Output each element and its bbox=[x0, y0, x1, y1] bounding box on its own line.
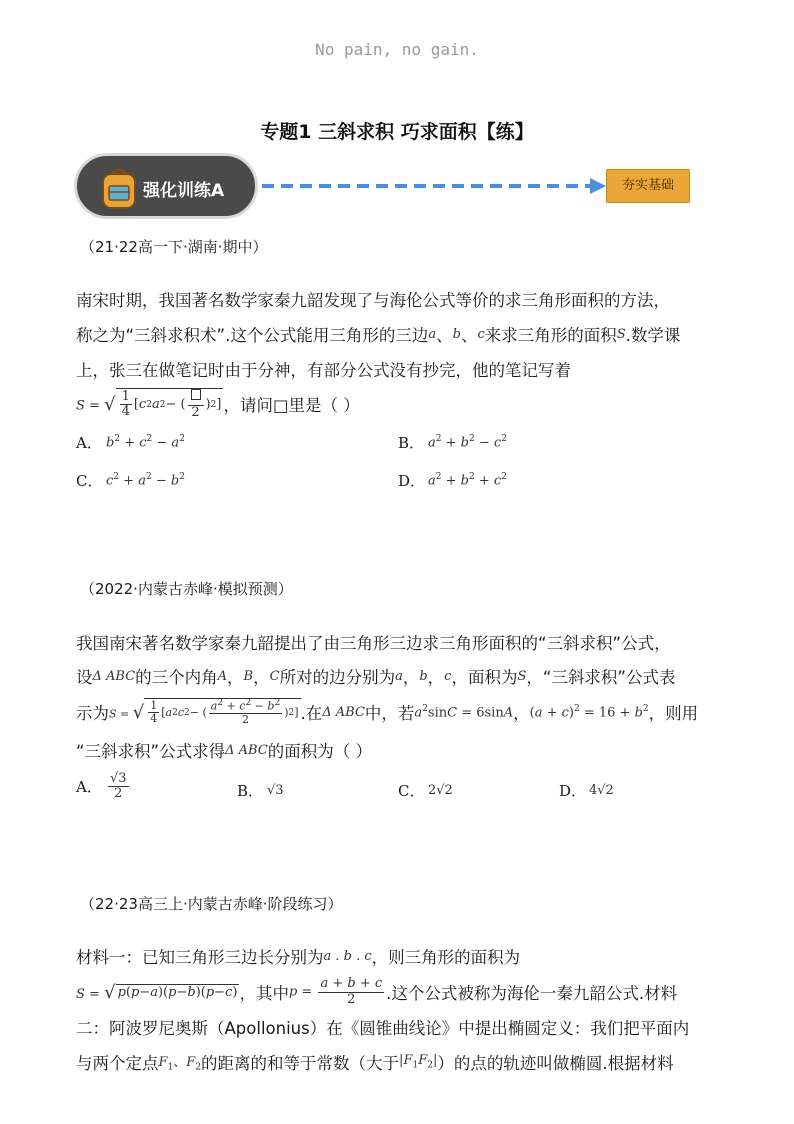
q2-text-4a: “三斜求积”公式求得 bbox=[76, 742, 226, 761]
q1-text-2c: 、 bbox=[460, 326, 478, 345]
q2-source: （2022·内蒙古赤峰·模拟预测） bbox=[80, 580, 293, 598]
q1-var-b: b bbox=[452, 326, 461, 342]
q3-focal-distance: $|F_1F_2|$ bbox=[399, 1053, 438, 1071]
q1-line-3 bbox=[76, 357, 571, 381]
q2-text-2i: ，“三斜求积”公式表 bbox=[526, 668, 676, 687]
q2-option-b-label: B． bbox=[237, 782, 264, 800]
q2-line-1 bbox=[76, 630, 671, 654]
q3-foci: $F_1$、$F_2$ bbox=[158, 1055, 202, 1073]
q1-source: （21·22高一下·湖南·期中） bbox=[80, 238, 268, 256]
q2-option-d-label: D． bbox=[559, 782, 587, 800]
q3-vars: a . b . c bbox=[323, 948, 372, 964]
q3-text-4b: 的距离的和等于常数（大于 bbox=[201, 1054, 400, 1073]
q1-option-c[interactable]: C． $c^2 + a^2 - b^2$ bbox=[76, 472, 185, 490]
q1-text-3: 上，张三在做笔记时由于分神，有部分公式没有抄完，他的笔记写着 bbox=[76, 361, 571, 380]
q1-line-1 bbox=[76, 287, 670, 311]
q1-option-a-label: A． bbox=[76, 434, 102, 452]
q2-line-2 bbox=[76, 664, 675, 688]
q1-option-b-label: B． bbox=[398, 434, 425, 452]
q1-var-s: S bbox=[616, 326, 626, 342]
q3-text-3: 二：阿波罗尼奥斯（Apollonius）在《圆锥曲线论》中提出椭圆定义：我们把平面内 bbox=[76, 1019, 690, 1038]
q3-text-4a: 与两个定点 bbox=[76, 1054, 159, 1073]
q2-text-2h: ，面积为 bbox=[451, 668, 518, 687]
q3-text-4c: ）的点的轨迹叫做椭圆.根据材料 bbox=[437, 1054, 674, 1073]
q2-var-s: S bbox=[517, 668, 527, 684]
q1-line-2 bbox=[76, 322, 680, 346]
q2-text-2f: ， bbox=[402, 668, 420, 687]
q2-option-a-label: A． bbox=[76, 778, 102, 797]
q1-option-a[interactable]: A． $b^2 + c^2 - a^2$ bbox=[76, 434, 185, 452]
q2-text-3d: ， bbox=[513, 704, 530, 723]
section-pill bbox=[74, 153, 258, 219]
q1-option-c-label: C． bbox=[76, 472, 103, 490]
q1-var-c: c bbox=[477, 326, 485, 342]
q3-line-4 bbox=[76, 1050, 674, 1074]
q2-var-a-angle: A bbox=[217, 668, 228, 684]
q2-text-3c: 中，若 bbox=[364, 704, 415, 723]
q2-var-a: a bbox=[395, 668, 403, 684]
page-title: 专题1 三斜求积 巧求面积【练】 bbox=[260, 121, 534, 143]
header-motto: No pain, no gain. bbox=[315, 40, 479, 59]
q2-var-b: b bbox=[419, 668, 428, 684]
q3-text-1b: ，则三角形的面积为 bbox=[371, 948, 521, 967]
section-banner bbox=[74, 153, 694, 219]
q2-option-d[interactable]: D． 4√2 bbox=[559, 782, 614, 800]
q2-text-2b: 的三个内角 bbox=[135, 668, 218, 687]
q1-text-2d: 来求三角形的面积 bbox=[484, 326, 617, 345]
q1-text-2b: 、 bbox=[436, 326, 453, 345]
q2-condition-2: $(a + c)^2 = 16 + b^2$ bbox=[529, 703, 649, 721]
q2-text-3e: ，则用 bbox=[648, 704, 699, 723]
q2-triangle-2: Δ ABC bbox=[322, 704, 365, 720]
q1-text-2a: 称之为“三斜求积术”.这个公式能用三角形的三边 bbox=[76, 326, 429, 345]
q2-text-1: 我国南宋著名数学家秦九韶提出了由三角形三边求三角形面积的“三斜求积”公式， bbox=[76, 634, 671, 653]
q2-text-2a: 设 bbox=[76, 668, 93, 687]
q2-text-3b: .在 bbox=[300, 704, 323, 723]
q2-text-2c: ， bbox=[227, 668, 244, 687]
q2-line-3 bbox=[76, 700, 698, 724]
q1-text-1: 南宋时期，我国著名数学家秦九韶发现了与海伦公式等价的求三角形面积的方法， bbox=[76, 291, 670, 310]
q3-line-2 bbox=[76, 976, 678, 1007]
q3-line-3 bbox=[76, 1015, 689, 1039]
q2-text-3a: 示为 bbox=[76, 704, 109, 723]
q3-text-2a: ，其中 bbox=[239, 984, 289, 1003]
q2-text-2d: ， bbox=[253, 668, 270, 687]
backpack-icon bbox=[99, 166, 139, 210]
q3-text-2b: .这个公式被称为海伦一秦九韶公式.材料 bbox=[386, 984, 678, 1003]
q2-triangle-3: Δ ABC bbox=[225, 742, 268, 758]
q2-text-4b: 的面积为（ ） bbox=[267, 742, 373, 761]
q1-option-b[interactable]: B． $a^2 + b^2 - c^2$ bbox=[398, 434, 507, 452]
dashed-arrow-icon bbox=[258, 176, 608, 196]
q3-source: （22·23高三上·内蒙古赤峰·阶段练习） bbox=[80, 895, 343, 913]
q1-text-4: ，请问□里是（ ） bbox=[223, 396, 360, 415]
q2-line-4 bbox=[76, 738, 372, 762]
q2-formula: S = √ $\frac{1}{4}$ [ a 2 c 2 − ( $\frac{a^2 + c^2 - b^2}{2}$ ) 2 ] bbox=[109, 698, 299, 726]
q1-text-2e: .数学课 bbox=[625, 326, 681, 345]
q2-option-c[interactable]: C． 2√2 bbox=[398, 782, 453, 800]
q3-p-formula: p = $\frac{a + b + c}{2}$ bbox=[288, 976, 383, 1007]
q2-var-c: c bbox=[444, 668, 452, 684]
q1-line-4 bbox=[76, 388, 360, 420]
q2-text-2e: 所对的边分别为 bbox=[279, 668, 396, 687]
q3-heron-formula: S = √ p ( p − a )( p − b )( p − c ) bbox=[76, 981, 238, 1003]
q1-option-d[interactable]: D． $a^2 + b^2 + c^2$ bbox=[398, 472, 507, 490]
q1-formula: S = √ $\frac{1}{4}$ [ c 2 a 2 − ( 2 ) 2 ] bbox=[76, 388, 222, 420]
q2-option-b[interactable]: B． √3 bbox=[237, 782, 284, 800]
section-label: 强化训练A bbox=[143, 181, 225, 201]
q3-text-1a: 材料一：已知三角形三边长分别为 bbox=[76, 948, 324, 967]
q3-line-1 bbox=[76, 944, 520, 968]
q1-var-a: a bbox=[428, 326, 437, 342]
section-tag: 夯实基础 bbox=[606, 169, 690, 203]
q2-var-c-angle: C bbox=[269, 668, 280, 684]
q2-var-b-angle: B bbox=[243, 668, 254, 684]
q2-text-2g: ， bbox=[427, 668, 445, 687]
q2-condition-1: $a^2\sin C = 6\sin A$ bbox=[414, 703, 514, 721]
q2-triangle: Δ ABC bbox=[92, 668, 136, 684]
q1-option-d-label: D． bbox=[398, 472, 426, 490]
q2-option-a[interactable]: A． $\frac{√3}{2}$ bbox=[76, 771, 127, 802]
q2-option-c-label: C． bbox=[398, 782, 425, 800]
